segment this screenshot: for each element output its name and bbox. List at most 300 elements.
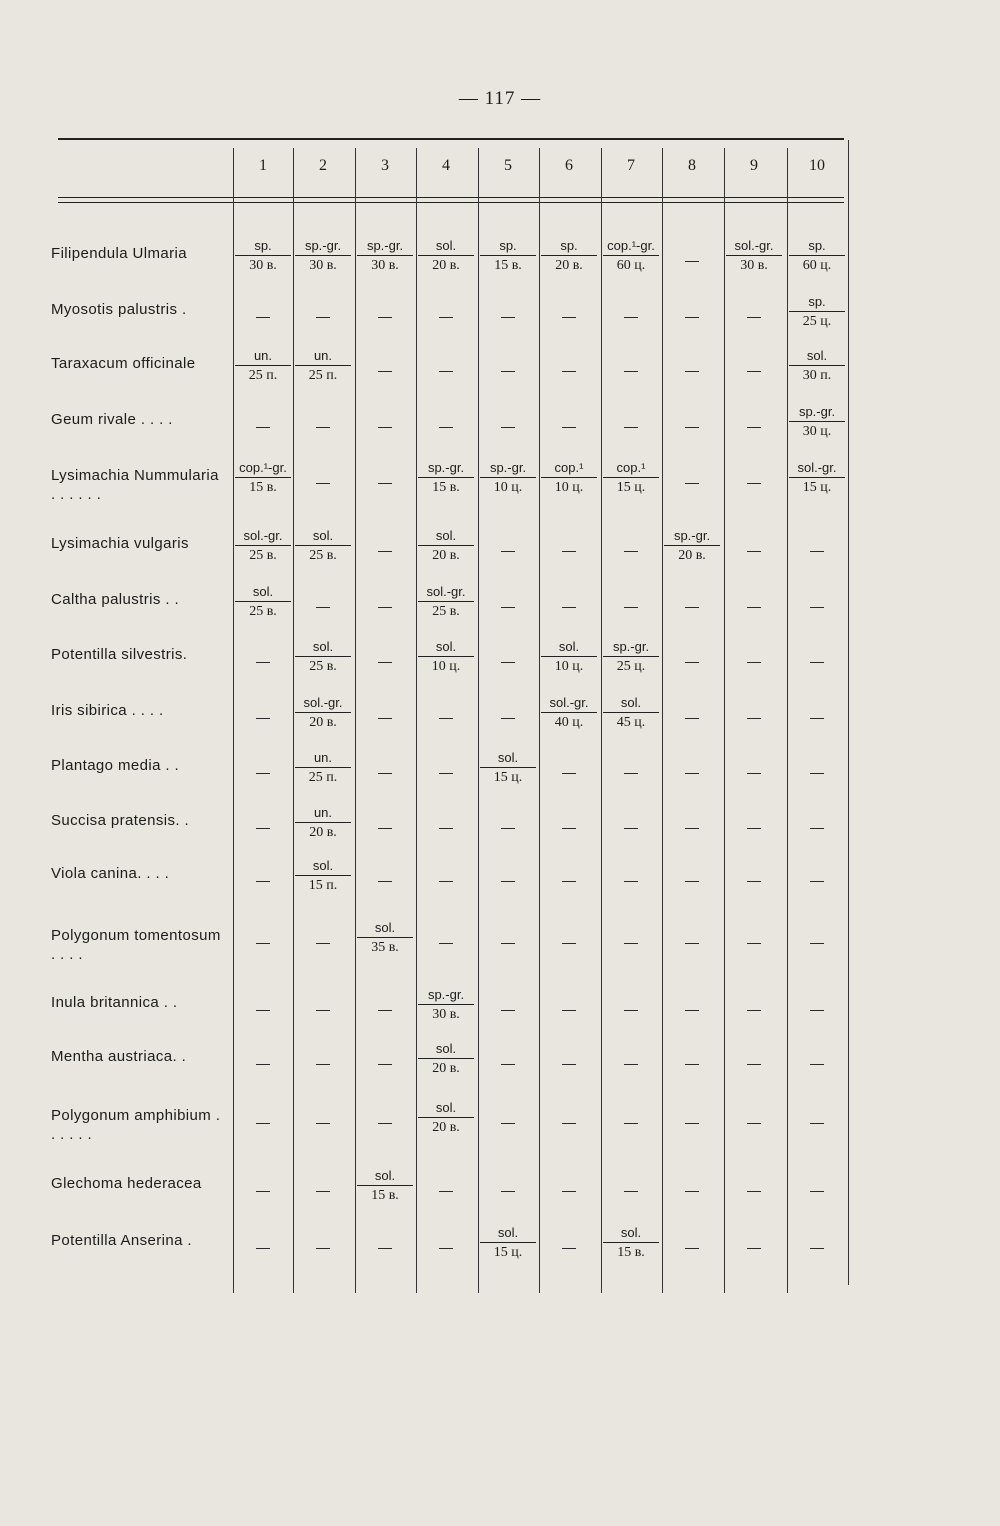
empty-cell-dash: — [624,934,638,950]
height-value: 30 в. [235,255,291,274]
height-value: 15 п. [295,875,351,894]
empty-cell-dash: — [378,308,392,324]
height-value: 20 в. [418,255,474,274]
empty-cell-dash: — [624,598,638,614]
column-number: 10 [809,157,825,174]
empty-cell-dash: — [501,598,515,614]
height-value: 15 в. [235,477,291,496]
abundance-cell [416,987,476,1023]
empty-cell-dash: — [378,418,392,434]
species-name: Geum rivale . . . . [51,411,173,428]
empty-cell-dash: — [562,1114,576,1130]
abundance-cell [539,695,599,731]
height-value: 25 п. [295,767,351,786]
empty-cell-dash: — [747,934,761,950]
species-name: Lysimachia vulgaris [51,535,189,552]
empty-cell-dash: — [810,542,824,558]
abundance-cell [416,1041,476,1077]
empty-cell-dash: — [316,474,330,490]
abundance-cell [416,639,476,675]
abundance-value: sol. [435,1041,457,1056]
abundance-value: sol. [497,750,519,765]
species-name: Caltha palustris . . [51,591,180,608]
abundance-cell [539,238,599,274]
abundance-cell [601,695,661,731]
height-value: 15 в. [603,1242,659,1261]
species-name: Iris sibirica . . . . [51,702,164,719]
abundance-value: sol.-gr. [243,528,283,543]
empty-cell-dash: — [501,1055,515,1071]
empty-cell-dash: — [685,709,699,725]
abundance-cell [787,404,847,440]
height-value: 15 в. [480,255,536,274]
abundance-cell [787,460,847,496]
empty-cell-dash: — [685,1239,699,1255]
abundance-cell [478,238,538,274]
abundance-cell [539,639,599,675]
empty-cell-dash: — [562,308,576,324]
empty-cell-dash: — [562,1239,576,1255]
empty-cell-dash: — [685,872,699,888]
column-number: 2 [319,157,327,174]
empty-cell-dash: — [256,819,270,835]
empty-cell-dash: — [624,1001,638,1017]
empty-cell-dash: — [624,418,638,434]
empty-cell-dash: — [378,542,392,558]
abundance-cell [233,584,293,620]
empty-cell-dash: — [685,1001,699,1017]
column-number: 6 [565,157,573,174]
empty-cell-dash: — [378,598,392,614]
height-value: 10 ц. [541,477,597,496]
height-value: 20 в. [418,1058,474,1077]
empty-cell-dash: — [562,1001,576,1017]
height-value: 10 ц. [418,656,474,675]
abundance-cell [478,750,538,786]
empty-cell-dash: — [810,872,824,888]
empty-cell-dash: — [562,872,576,888]
height-value: 30 ц. [789,421,845,440]
abundance-value: sol. [620,1225,642,1240]
empty-cell-dash: — [624,362,638,378]
empty-cell-dash: — [685,764,699,780]
abundance-value: sol. [312,528,334,543]
empty-cell-dash: — [439,362,453,378]
empty-cell-dash: — [501,1114,515,1130]
abundance-cell [416,238,476,274]
empty-cell-dash: — [501,542,515,558]
table-rule [58,138,844,140]
empty-cell-dash: — [624,764,638,780]
empty-cell-dash: — [439,1239,453,1255]
height-value: 15 ц. [603,477,659,496]
empty-cell-dash: — [256,1055,270,1071]
abundance-cell [416,584,476,620]
abundance-value: sol. [806,348,828,363]
empty-cell-dash: — [810,1001,824,1017]
empty-cell-dash: — [810,1055,824,1071]
empty-cell-dash: — [747,709,761,725]
height-value: 30 в. [726,255,782,274]
height-value: 40 ц. [541,712,597,731]
abundance-value: sol. [558,639,580,654]
empty-cell-dash: — [562,934,576,950]
abundance-value: sol. [620,695,642,710]
empty-cell-dash: — [439,764,453,780]
height-value: 15 ц. [480,767,536,786]
empty-cell-dash: — [747,474,761,490]
abundance-cell [601,639,661,675]
abundance-value: sol. [252,584,274,599]
empty-cell-dash: — [256,764,270,780]
empty-cell-dash: — [501,1182,515,1198]
empty-cell-dash: — [747,418,761,434]
empty-cell-dash: — [562,1182,576,1198]
empty-cell-dash: — [256,872,270,888]
empty-cell-dash: — [439,308,453,324]
species-name: Potentilla silvestris. [51,646,188,663]
column-number: 1 [259,157,267,174]
empty-cell-dash: — [685,1114,699,1130]
empty-cell-dash: — [685,308,699,324]
abundance-cell [233,348,293,384]
empty-cell-dash: — [316,1055,330,1071]
height-value: 20 в. [295,712,351,731]
empty-cell-dash: — [810,934,824,950]
empty-cell-dash: — [810,598,824,614]
empty-cell-dash: — [316,1114,330,1130]
height-value: 20 в. [664,545,720,564]
empty-cell-dash: — [624,1182,638,1198]
empty-cell-dash: — [747,362,761,378]
abundance-cell [293,238,353,274]
species-name: Glechoma hederacea [51,1175,202,1192]
height-value: 60 ц. [603,255,659,274]
empty-cell-dash: — [747,1055,761,1071]
empty-cell-dash: — [439,934,453,950]
abundance-cell [233,238,293,274]
empty-cell-dash: — [810,709,824,725]
abundance-value: sp.-gr. [489,460,527,475]
empty-cell-dash: — [685,653,699,669]
empty-cell-dash: — [685,934,699,950]
empty-cell-dash: — [501,709,515,725]
column-number: 7 [627,157,635,174]
abundance-cell [478,460,538,496]
species-name: Mentha austriaca. . [51,1048,187,1065]
empty-cell-dash: — [747,1239,761,1255]
species-name: Polygonum amphibium . . . . . . [51,1107,221,1143]
empty-cell-dash: — [810,764,824,780]
empty-cell-dash: — [256,418,270,434]
abundance-cell [662,528,722,564]
abundance-cell [355,238,415,274]
empty-cell-dash: — [501,819,515,835]
height-value: 15 ц. [480,1242,536,1261]
abundance-cell [416,528,476,564]
empty-cell-dash: — [747,1001,761,1017]
abundance-value: sol.-gr. [303,695,343,710]
empty-cell-dash: — [439,1182,453,1198]
abundance-value: sp. [560,238,578,253]
empty-cell-dash: — [562,598,576,614]
empty-cell-dash: — [810,653,824,669]
empty-cell-dash: — [501,934,515,950]
empty-cell-dash: — [624,872,638,888]
column-divider [848,140,849,1285]
empty-cell-dash: — [562,819,576,835]
empty-cell-dash: — [685,1182,699,1198]
species-name: Polygonum tomentosum . . . . [51,927,221,963]
empty-cell-dash: — [378,764,392,780]
height-value: 30 в. [357,255,413,274]
height-value: 10 ц. [480,477,536,496]
empty-cell-dash: — [624,542,638,558]
abundance-value: sol. [435,528,457,543]
empty-cell-dash: — [747,819,761,835]
species-name: Filipendula Ulmaria [51,245,187,262]
empty-cell-dash: — [685,418,699,434]
empty-cell-dash: — [747,872,761,888]
empty-cell-dash: — [378,819,392,835]
height-value: 25 п. [235,365,291,384]
empty-cell-dash: — [439,709,453,725]
height-value: 15 в. [357,1185,413,1204]
empty-cell-dash: — [747,1114,761,1130]
table-rule [58,197,844,198]
abundance-value: sp.-gr. [427,987,465,1002]
abundance-cell [293,750,353,786]
height-value: 45 ц. [603,712,659,731]
empty-cell-dash: — [316,598,330,614]
empty-cell-dash: — [810,819,824,835]
empty-cell-dash: — [256,1182,270,1198]
empty-cell-dash: — [439,819,453,835]
abundance-cell [293,528,353,564]
empty-cell-dash: — [378,653,392,669]
height-value: 20 в. [541,255,597,274]
species-name: Viola canina. . . . [51,865,170,882]
empty-cell-dash: — [624,819,638,835]
height-value: 25 ц. [789,311,845,330]
table-rule [58,202,844,203]
abundance-cell [416,460,476,496]
empty-cell-dash: — [624,308,638,324]
species-name: Taraxacum officinale [51,355,196,372]
empty-cell-dash: — [685,252,699,268]
empty-cell-dash: — [685,819,699,835]
empty-cell-dash: — [256,1114,270,1130]
empty-cell-dash: — [810,1239,824,1255]
abundance-value: sp.-gr. [612,639,650,654]
abundance-cell [293,858,353,894]
empty-cell-dash: — [378,474,392,490]
height-value: 25 в. [295,656,351,675]
empty-cell-dash: — [501,653,515,669]
empty-cell-dash: — [316,1239,330,1255]
abundance-value: un. [313,348,333,363]
height-value: 30 п. [789,365,845,384]
empty-cell-dash: — [562,1055,576,1071]
column-number: 8 [688,157,696,174]
empty-cell-dash: — [256,934,270,950]
abundance-value: sol. [312,858,334,873]
abundance-cell [293,805,353,841]
abundance-value: sol. [435,1100,457,1115]
abundance-cell [787,294,847,330]
empty-cell-dash: — [685,598,699,614]
abundance-cell [355,1168,415,1204]
species-name: Inula britannica . . [51,994,178,1011]
empty-cell-dash: — [810,1182,824,1198]
empty-cell-dash: — [378,709,392,725]
empty-cell-dash: — [747,764,761,780]
height-value: 20 в. [295,822,351,841]
height-value: 20 в. [418,1117,474,1136]
empty-cell-dash: — [256,308,270,324]
column-number: 5 [504,157,512,174]
empty-cell-dash: — [685,1055,699,1071]
empty-cell-dash: — [316,934,330,950]
empty-cell-dash: — [316,1182,330,1198]
empty-cell-dash: — [747,598,761,614]
abundance-cell [233,460,293,496]
height-value: 35 в. [357,937,413,956]
height-value: 25 п. [295,365,351,384]
abundance-value: sol. [312,639,334,654]
empty-cell-dash: — [562,542,576,558]
column-number: 9 [750,157,758,174]
empty-cell-dash: — [501,418,515,434]
abundance-value: sp.-gr. [673,528,711,543]
empty-cell-dash: — [562,418,576,434]
empty-cell-dash: — [624,1055,638,1071]
page-number: — 117 — [458,88,542,109]
height-value: 30 в. [295,255,351,274]
abundance-cell [293,639,353,675]
empty-cell-dash: — [256,1001,270,1017]
empty-cell-dash: — [624,1114,638,1130]
empty-cell-dash: — [810,1114,824,1130]
empty-cell-dash: — [378,1001,392,1017]
height-value: 15 ц. [789,477,845,496]
abundance-value: cop.¹ [554,460,584,475]
abundance-cell [478,1225,538,1261]
empty-cell-dash: — [316,418,330,434]
abundance-cell [601,1225,661,1261]
empty-cell-dash: — [439,872,453,888]
abundance-value: un. [313,805,333,820]
abundance-value: cop.¹ [616,460,646,475]
abundance-value: sol. [435,639,457,654]
empty-cell-dash: — [316,308,330,324]
abundance-value: sp. [499,238,517,253]
empty-cell-dash: — [747,653,761,669]
empty-cell-dash: — [747,1182,761,1198]
empty-cell-dash: — [685,474,699,490]
abundance-value: sol. [497,1225,519,1240]
height-value: 15 в. [418,477,474,496]
abundance-cell [601,460,661,496]
abundance-value: sp. [254,238,272,253]
empty-cell-dash: — [747,542,761,558]
abundance-value: sp.-gr. [427,460,465,475]
empty-cell-dash: — [562,764,576,780]
height-value: 25 в. [418,601,474,620]
abundance-value: sp.-gr. [304,238,342,253]
empty-cell-dash: — [256,709,270,725]
abundance-value: sp. [808,238,826,253]
empty-cell-dash: — [501,872,515,888]
height-value: 25 в. [235,601,291,620]
empty-cell-dash: — [378,1055,392,1071]
abundance-cell [724,238,784,274]
empty-cell-dash: — [685,362,699,378]
abundance-value: un. [253,348,273,363]
abundance-cell [293,348,353,384]
abundance-value: sol.-gr. [549,695,589,710]
empty-cell-dash: — [378,1114,392,1130]
abundance-cell [355,920,415,956]
abundance-cell [416,1100,476,1136]
species-name: Plantago media . . [51,757,180,774]
column-number: 4 [442,157,450,174]
empty-cell-dash: — [747,308,761,324]
abundance-value: cop.¹-gr. [239,460,287,475]
height-value: 25 в. [235,545,291,564]
abundance-cell [787,238,847,274]
empty-cell-dash: — [256,653,270,669]
empty-cell-dash: — [256,1239,270,1255]
height-value: 30 в. [418,1004,474,1023]
abundance-value: un. [313,750,333,765]
empty-cell-dash: — [501,1001,515,1017]
abundance-value: sp. [808,294,826,309]
species-name: Lysimachia Nummularia . . . . . . [51,467,219,503]
height-value: 25 в. [295,545,351,564]
abundance-cell [293,695,353,731]
empty-cell-dash: — [378,872,392,888]
empty-cell-dash: — [501,362,515,378]
empty-cell-dash: — [439,418,453,434]
abundance-cell [601,238,661,274]
empty-cell-dash: — [378,1239,392,1255]
empty-cell-dash: — [378,362,392,378]
abundance-value: sol. [374,1168,396,1183]
empty-cell-dash: — [562,362,576,378]
abundance-value: sp.-gr. [798,404,836,419]
abundance-cell [233,528,293,564]
abundance-value: sp.-gr. [366,238,404,253]
empty-cell-dash: — [316,1001,330,1017]
height-value: 25 ц. [603,656,659,675]
abundance-value: sol. [374,920,396,935]
abundance-value: sol. [435,238,457,253]
abundance-value: sol.-gr. [734,238,774,253]
height-value: 60 ц. [789,255,845,274]
column-number: 3 [381,157,389,174]
abundance-value: cop.¹-gr. [607,238,655,253]
height-value: 10 ц. [541,656,597,675]
abundance-cell [539,460,599,496]
species-name: Myosotis palustris . [51,301,187,318]
empty-cell-dash: — [501,308,515,324]
abundance-cell [787,348,847,384]
abundance-value: sol.-gr. [426,584,466,599]
species-name: Potentilla Anserina . [51,1232,192,1249]
height-value: 20 в. [418,545,474,564]
abundance-value: sol.-gr. [797,460,837,475]
